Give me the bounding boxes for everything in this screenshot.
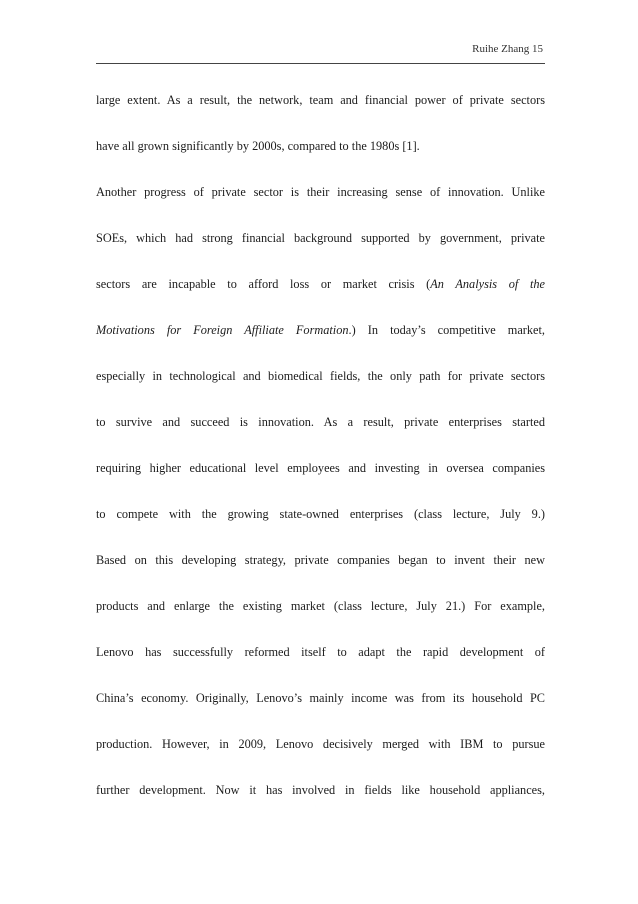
running-header: Ruihe Zhang 15	[472, 43, 543, 55]
text-line: to survive and succeed is innovation. As a result, private enterprises started	[96, 415, 545, 429]
text-line: to compete with the growing state-owned enterprises (class lecture, July 9.)	[96, 507, 545, 521]
text-line: China’s economy. Originally, Lenovo’s mainly income was from its household PC	[96, 691, 545, 705]
text-line: Another progress of private sector is their increasing sense of innovation. Unlike	[96, 185, 545, 199]
text-line: especially in technological and biomedical fields, the only path for private sectors	[96, 369, 545, 383]
text-line: large extent. As a result, the network, team and financial power of private sectors	[96, 93, 545, 107]
text-line: Motivations for Foreign Affiliate Formation.) In today’s competitive market,	[96, 323, 545, 337]
text-line: SOEs, which had strong financial background supported by government, private	[96, 231, 545, 245]
text-line: Lenovo has successfully reformed itself to adapt the rapid development of	[96, 645, 545, 659]
text-line: further development. Now it has involved in fields like household appliances,	[96, 783, 545, 797]
text-line: products and enlarge the existing market (class lecture, July 21.) For example,	[96, 599, 545, 613]
text-line: sectors are incapable to afford loss or market crisis (An Analysis of the	[96, 277, 545, 291]
header-rule	[96, 63, 545, 64]
text-line: have all grown significantly by 2000s, compared to the 1980s [1].	[96, 139, 420, 153]
text-line: requiring higher educational level employees and investing in oversea companies	[96, 461, 545, 475]
text-line: production. However, in 2009, Lenovo decisively merged with IBM to pursue	[96, 737, 545, 751]
text-line: Based on this developing strategy, private companies began to invent their new	[96, 553, 545, 567]
